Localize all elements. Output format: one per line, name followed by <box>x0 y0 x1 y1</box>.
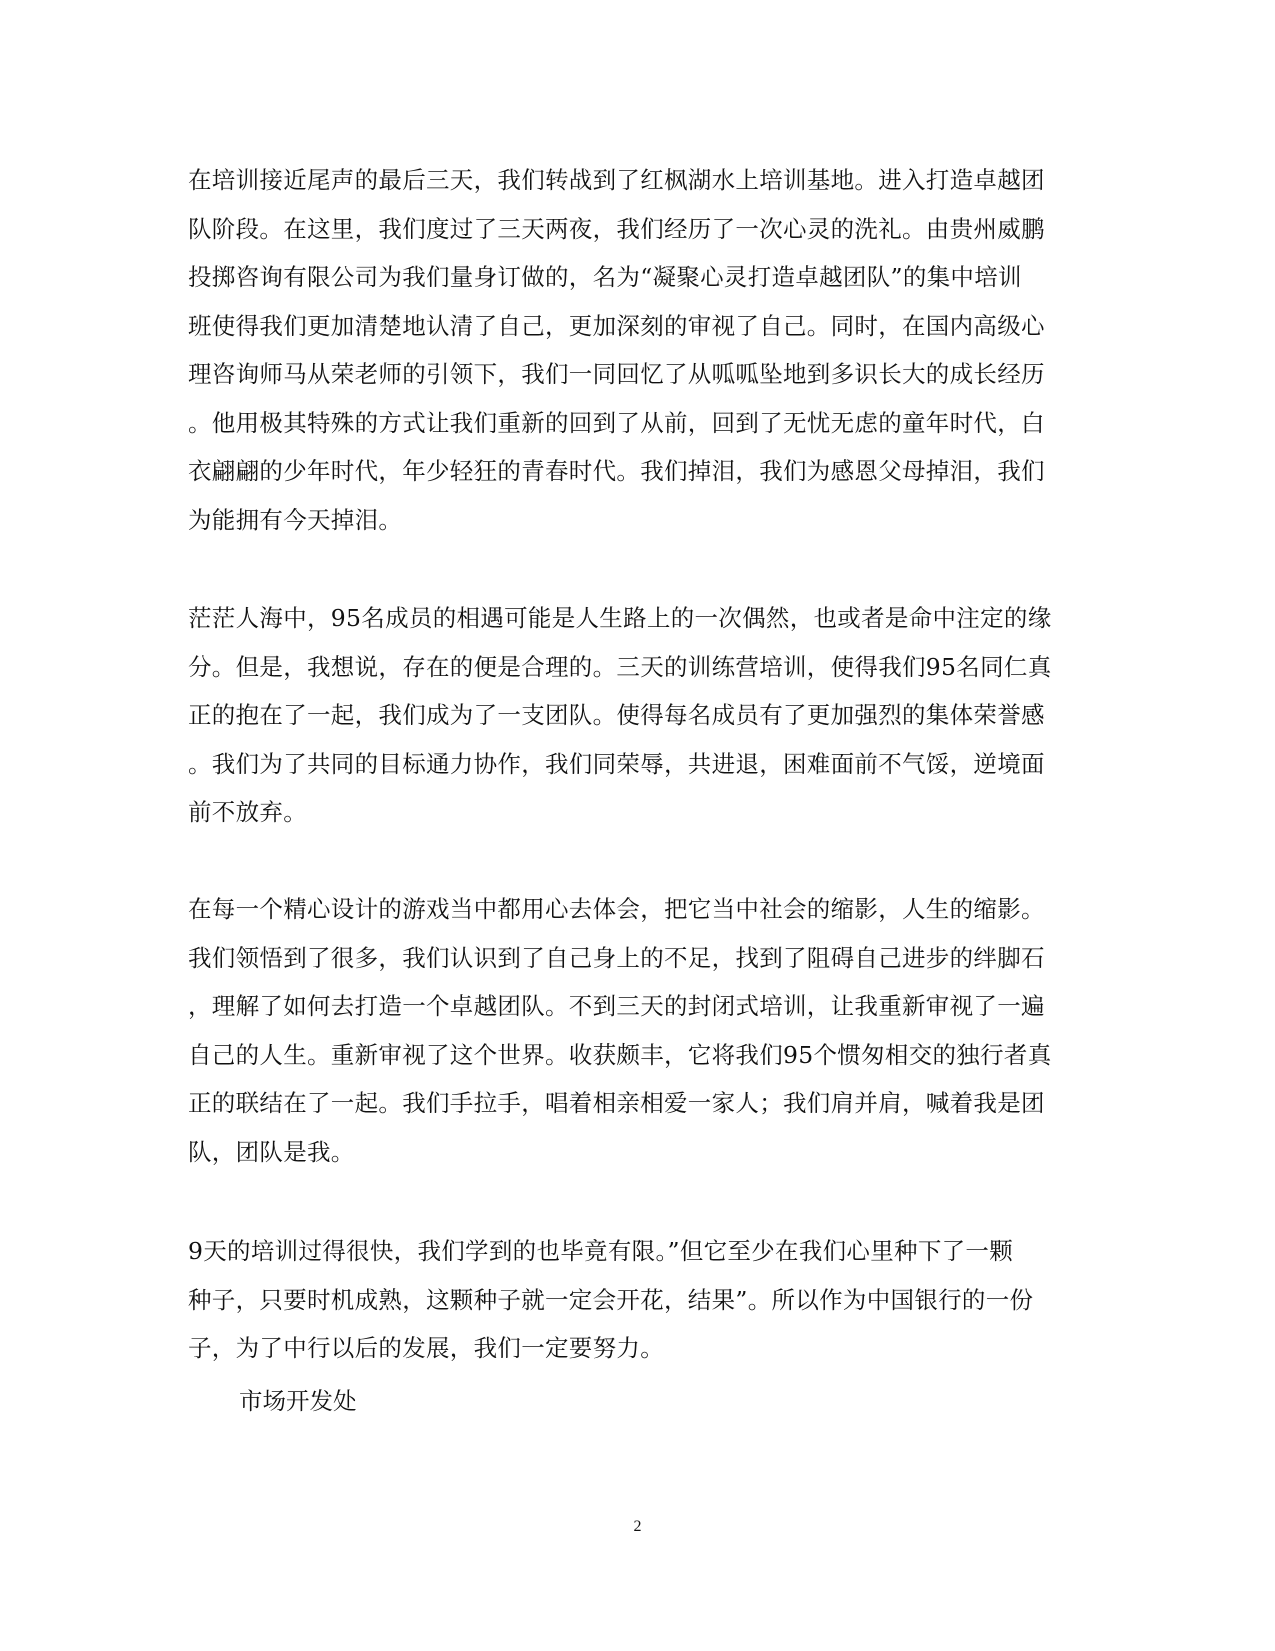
paragraph-line: 分。但是，我想说，存在的便是合理的。三天的训练营培训，使得我们95名同仁真 <box>188 652 1052 681</box>
paragraph-line: 茫茫人海中，95名成员的相遇可能是人生路上的一次偶然，也或者是命中注定的缘 <box>188 604 1052 632</box>
paragraph-2 <box>188 594 1088 837</box>
paragraph-line: 在每一个精心设计的游戏当中都用心去体会，把它当中社会的缩影，人生的缩影。 <box>188 895 1045 923</box>
paragraph-line: 班使得我们更加清楚地认清了自己，更加深刻的审视了自己。同时，在国内高级心 <box>188 311 1045 340</box>
paragraph-3 <box>188 885 1088 1176</box>
paragraph-line: 我们领悟到了很多，我们认识到了自己身上的不足，找到了阻碍自己进步的绊脚石 <box>188 943 1045 972</box>
paragraph-line: 种子，只要时机成熟，这颗种子就一定会开花，结果”。所以作为中国银行的一份 <box>188 1285 1034 1314</box>
paragraph-line: 前不放弃。 <box>188 798 307 826</box>
paragraph-4 <box>188 1227 1088 1373</box>
paragraph-line: 理咨询师马从荣老师的引领下，我们一同回忆了从呱呱坠地到多识长大的成长经历 <box>188 360 1045 388</box>
paragraph-line: 9天的培训过得很快，我们学到的也毕竟有限。”但它至少在我们心里种下了一颗 <box>188 1237 1014 1265</box>
page-number: 2 <box>633 1518 642 1535</box>
paragraph-line: 自己的人生。重新审视了这个世界。收获颇丰，它将我们95个惯匆相交的独行者真 <box>188 1040 1052 1069</box>
paragraph-line: 衣翩翩的少年时代，年少轻狂的青春时代。我们掉泪，我们为感恩父母掉泪，我们 <box>188 457 1045 485</box>
paragraph-line: 子，为了中行以后的发展，我们一定要努力。 <box>188 1334 664 1362</box>
paragraph-line: 正的联结在了一起。我们手拉手，唱着相亲相爱一家人；我们肩并肩，喊着我是团 <box>188 1089 1045 1117</box>
paragraph-1 <box>188 156 1088 544</box>
paragraph-line: 。他用极其特殊的方式让我们重新的回到了从前，回到了无忧无虑的童年时代，白 <box>188 408 1045 437</box>
paragraph-line: 队阶段。在这里，我们度过了三天两夜，我们经历了一次心灵的洗礼。由贵州威鹏 <box>188 214 1045 243</box>
paragraph-line: 队，团队是我。 <box>188 1137 355 1166</box>
paragraph-line: ，理解了如何去打造一个卓越团队。不到三天的封闭式培训，让我重新审视了一遍 <box>188 992 1045 1020</box>
signature: 市场开发处 <box>239 1387 357 1415</box>
paragraph-line: 正的抱在了一起，我们成为了一支团队。使得每名成员有了更加强烈的集体荣誉感 <box>188 701 1045 729</box>
paragraph-line: 投掷咨询有限公司为我们量身订做的，名为“凝聚心灵打造卓越团队”的集中培训 <box>188 263 1022 291</box>
paragraph-line: 。我们为了共同的目标通力协作，我们同荣辱，共进退，困难面前不气馁，逆境面 <box>188 749 1045 778</box>
paragraph-line: 在培训接近尾声的最后三天，我们转战到了红枫湖水上培训基地。进入打造卓越团 <box>188 166 1045 194</box>
paragraph-line: 为能拥有今天掉泪。 <box>188 505 403 534</box>
